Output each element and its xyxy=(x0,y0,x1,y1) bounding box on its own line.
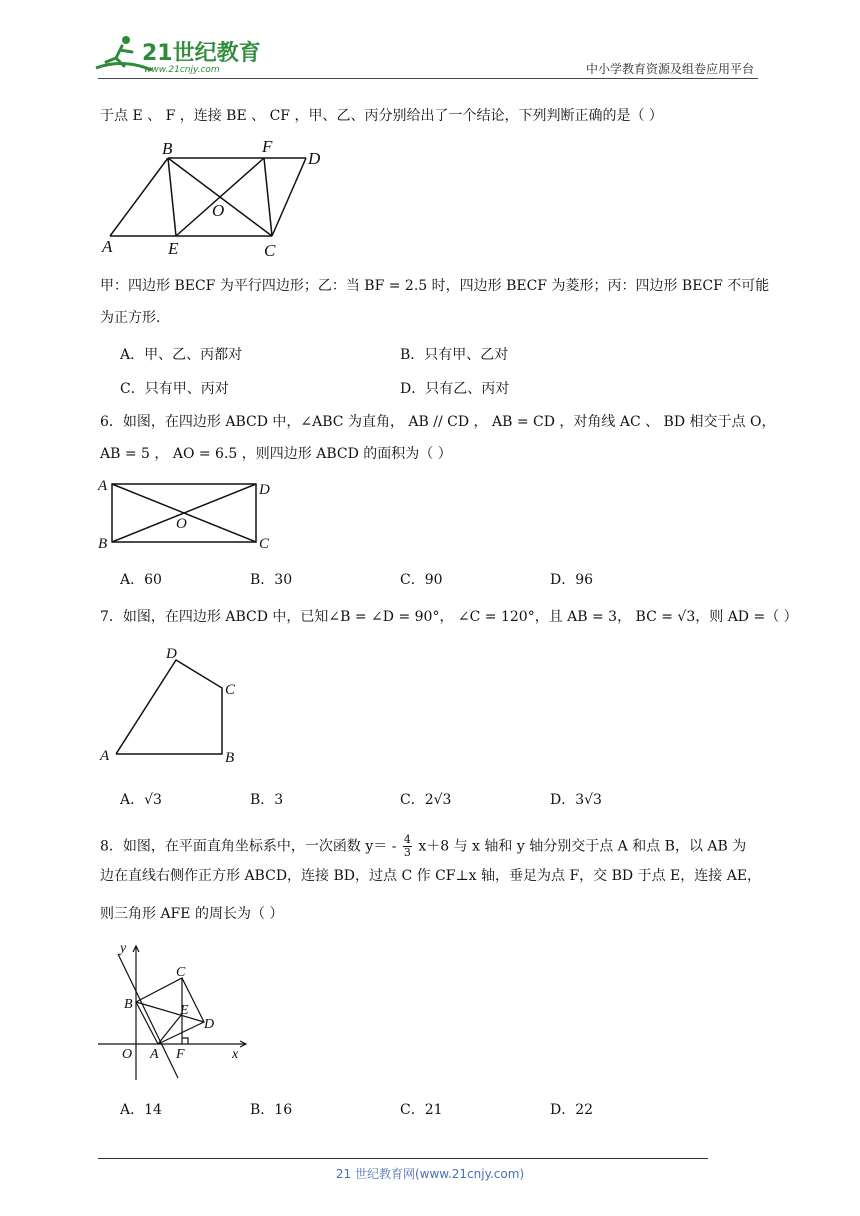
q6-option-b: B．30 xyxy=(250,572,293,588)
q7-option-a: A．√3 xyxy=(120,792,162,808)
q8-label-a: A xyxy=(150,1047,159,1062)
q7-option-d: D．3√3 xyxy=(550,792,602,808)
q8-label-f: F xyxy=(176,1047,185,1062)
q5-option-b: B．只有甲、乙对 xyxy=(400,347,509,363)
q5-statement-1: 甲：四边形 BECF 为平行四边形；乙：当 BF = 2.5 时，四边形 BECF 为菱形；丙：四边形 BECF 不可能 xyxy=(100,278,770,294)
q8-label-b: B xyxy=(124,997,133,1012)
q8-label-o: O xyxy=(122,1047,133,1062)
q6-option-a: A．60 xyxy=(120,572,162,588)
q8-option-d: D．22 xyxy=(550,1102,594,1118)
q8-fraction xyxy=(403,834,412,859)
q8-option-a: A．14 xyxy=(120,1102,162,1118)
q5-option-c: C．只有甲、丙对 xyxy=(120,381,229,397)
logo-text: 21世纪教育 xyxy=(142,41,261,66)
q6-label-d: D xyxy=(259,482,270,498)
q7-label-d: D xyxy=(166,646,177,662)
q8-line-2: 边在直线右侧作正方形 ABCD，连接 BD，过点 C 作 CF⊥x 轴，垂足为点 F，交 BD 于点 E，连接 AE， xyxy=(100,868,762,884)
footer-text[interactable]: 21 世纪教育网(www.21cnjy.com) xyxy=(335,1167,525,1181)
q8-label-x: x xyxy=(232,1047,239,1062)
q5-label-d: D xyxy=(308,149,321,168)
q6-option-d: D．96 xyxy=(550,572,594,588)
q8-figure xyxy=(96,936,256,1084)
q5-label-a: A xyxy=(102,237,113,256)
q5-label-c: C xyxy=(264,241,276,260)
q7-option-c: C．2√3 xyxy=(400,792,452,808)
q5-statement-2: 为正方形． xyxy=(100,310,170,326)
q5-label-o: O xyxy=(212,201,225,220)
q5-label-b: B xyxy=(162,139,173,158)
q6-option-c: C．90 xyxy=(400,572,443,588)
runner-logo-icon xyxy=(92,30,262,78)
footer-divider xyxy=(98,1158,708,1159)
q8-label-e: E xyxy=(180,1003,189,1018)
q6-figure xyxy=(96,474,280,554)
q8-line-1-part-a: 8．如图，在平面直角坐标系中，一次函数 y＝ - xyxy=(100,838,397,855)
platform-name: 中小学教育资源及组卷应用平台 xyxy=(585,62,754,76)
q7-option-b: B．3 xyxy=(250,792,284,808)
q8-frac-num: 4 xyxy=(403,833,411,846)
q5-option-d: D．只有乙、丙对 xyxy=(400,381,510,397)
q5-label-e: E xyxy=(168,239,179,258)
q8-line-1 xyxy=(100,834,746,859)
q8-option-c: C．21 xyxy=(400,1102,443,1118)
q8-label-c: C xyxy=(176,965,186,980)
q8-line-3: 则三角形 AFE 的周长为（ ） xyxy=(100,906,284,922)
q6-label-a: A xyxy=(98,478,108,494)
q6-label-o: O xyxy=(176,516,187,532)
q8-option-b: B．16 xyxy=(250,1102,293,1118)
q6-label-c: C xyxy=(259,536,270,552)
header-divider xyxy=(98,78,758,79)
q5-stem-tail: 于点 E 、 F ，连接 BE 、 CF ，甲、乙、丙分别给出了一个结论，下列判断正确的是（ ） xyxy=(100,108,663,124)
site-logo xyxy=(92,30,262,78)
q5-figure xyxy=(100,136,340,264)
q8-label-d: D xyxy=(204,1017,215,1032)
q7-label-b: B xyxy=(225,750,235,766)
q7-label-a: A xyxy=(100,748,110,764)
q5-label-f: F xyxy=(262,137,273,156)
q8-line-1-part-b: x＋8 与 x 轴和 y 轴分别交于点 A 和点 B，以 AB 为 xyxy=(418,838,747,855)
q6-line-1: 6．如图，在四边形 ABCD 中，∠ABC 为直角， AB // CD ， AB = CD ，对角线 AC 、 BD 相交于点 O， xyxy=(100,414,776,430)
q8-label-y: y xyxy=(120,941,127,956)
logo-url: www.21cnjy.com xyxy=(144,65,220,75)
q6-line-2: AB = 5 ， AO = 6.5 ，则四边形 ABCD 的面积为（ ） xyxy=(100,446,452,462)
q6-label-b: B xyxy=(98,536,108,552)
q7-label-c: C xyxy=(225,682,236,698)
q5-option-a: A．甲、乙、丙都对 xyxy=(120,347,243,363)
q7-figure xyxy=(98,642,248,770)
q8-frac-den: 3 xyxy=(403,846,411,859)
q7-line-1: 7．如图，在四边形 ABCD 中，已知∠B = ∠D = 90°， ∠C = 120°，且 AB = 3， BC = √3，则 AD =（ ） xyxy=(100,609,798,625)
